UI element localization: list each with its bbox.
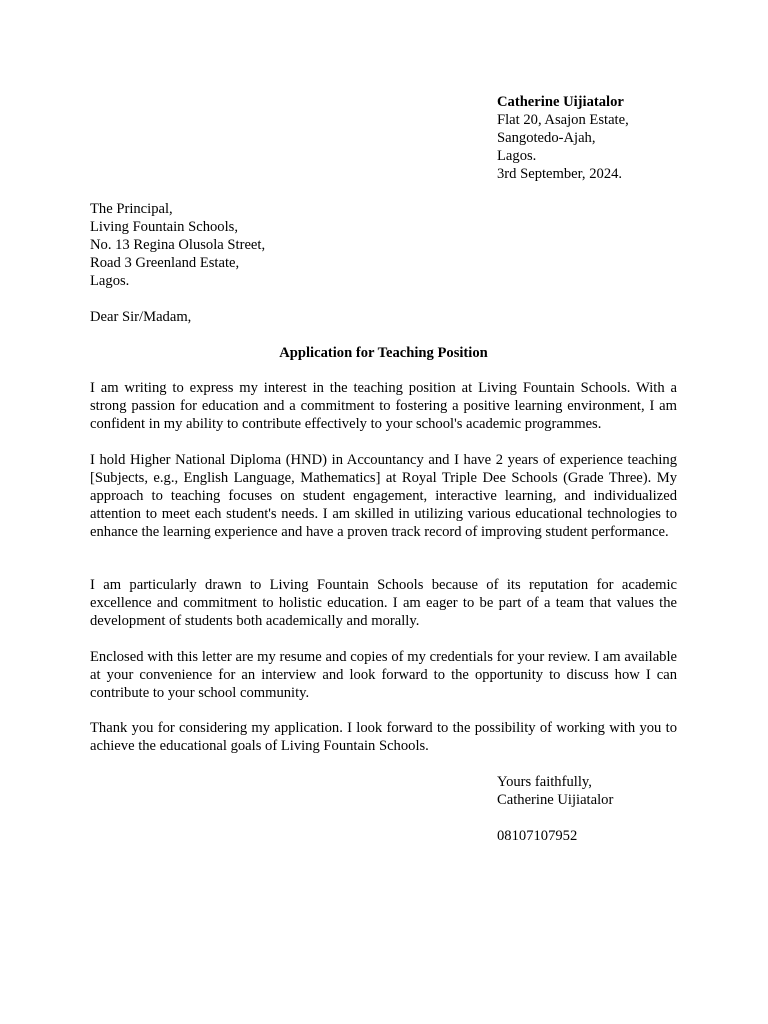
signature-name: Catherine Uijiatalor (497, 791, 614, 808)
recipient-line-5: Lagos. (90, 272, 130, 289)
recipient-line-3: No. 13 Regina Olusola Street, (90, 236, 266, 253)
sender-address-line-1: Flat 20, Asajon Estate, (497, 111, 629, 128)
sender-address-line-3: Lagos. (497, 147, 537, 164)
letter-date: 3rd September, 2024. (497, 165, 623, 182)
recipient-line-1: The Principal, (90, 201, 173, 217)
body-paragraph-4: Enclosed with this letter are my resume and copies of my credentials for your review. I am available at your convenience for an interview and look forward to the opportunity to discuss how I can contribute to your school community. (90, 649, 677, 701)
closing-block (497, 774, 737, 810)
phone-number: 08107107952 (497, 828, 578, 844)
salutation: Dear Sir/Madam, (90, 309, 192, 325)
body-paragraph-5: Thank you for considering my application. I look forward to the possibility of working with you to achieve the educational goals of Living Fountain Schools. (90, 720, 677, 754)
sender-address-line-2: Sangotedo-Ajah, (497, 129, 596, 146)
sender-name: Catherine Uijiatalor (497, 94, 624, 110)
sender-address-block (497, 94, 737, 184)
body-paragraph-3: I am particularly drawn to Living Fountain Schools because of its reputation for academic excellence and commitment to holistic education. I am eager to be part of a team that values the development of students both academically and morally. (90, 577, 677, 629)
recipient-address-block (90, 201, 490, 291)
recipient-line-4: Road 3 Greenland Estate, (90, 254, 240, 271)
recipient-line-2: Living Fountain Schools, (90, 218, 238, 235)
body-paragraph-1: I am writing to express my interest in the teaching position at Living Fountain Schools. With a strong passion for education and a commitment to fostering a positive learning environment, I am confident in my ability to contribute effectively to your school's academic programmes. (90, 380, 677, 432)
letter-subject: Application for Teaching Position (279, 345, 488, 361)
valediction: Yours faithfully, (497, 774, 592, 790)
body-paragraph-2: I hold Higher National Diploma (HND) in Accountancy and I have 2 years of experience teaching [Subjects, e.g., English Language, Mathematics] at Royal Triple Dee Schools (Grade Three). My approach to teaching focuses on student engagement, interactive learning, and individualized attention to meet each student's needs. I am skilled in utilizing various educational technologies to enhance the learning experience and have a proven track record of improving student performance. (90, 452, 677, 540)
